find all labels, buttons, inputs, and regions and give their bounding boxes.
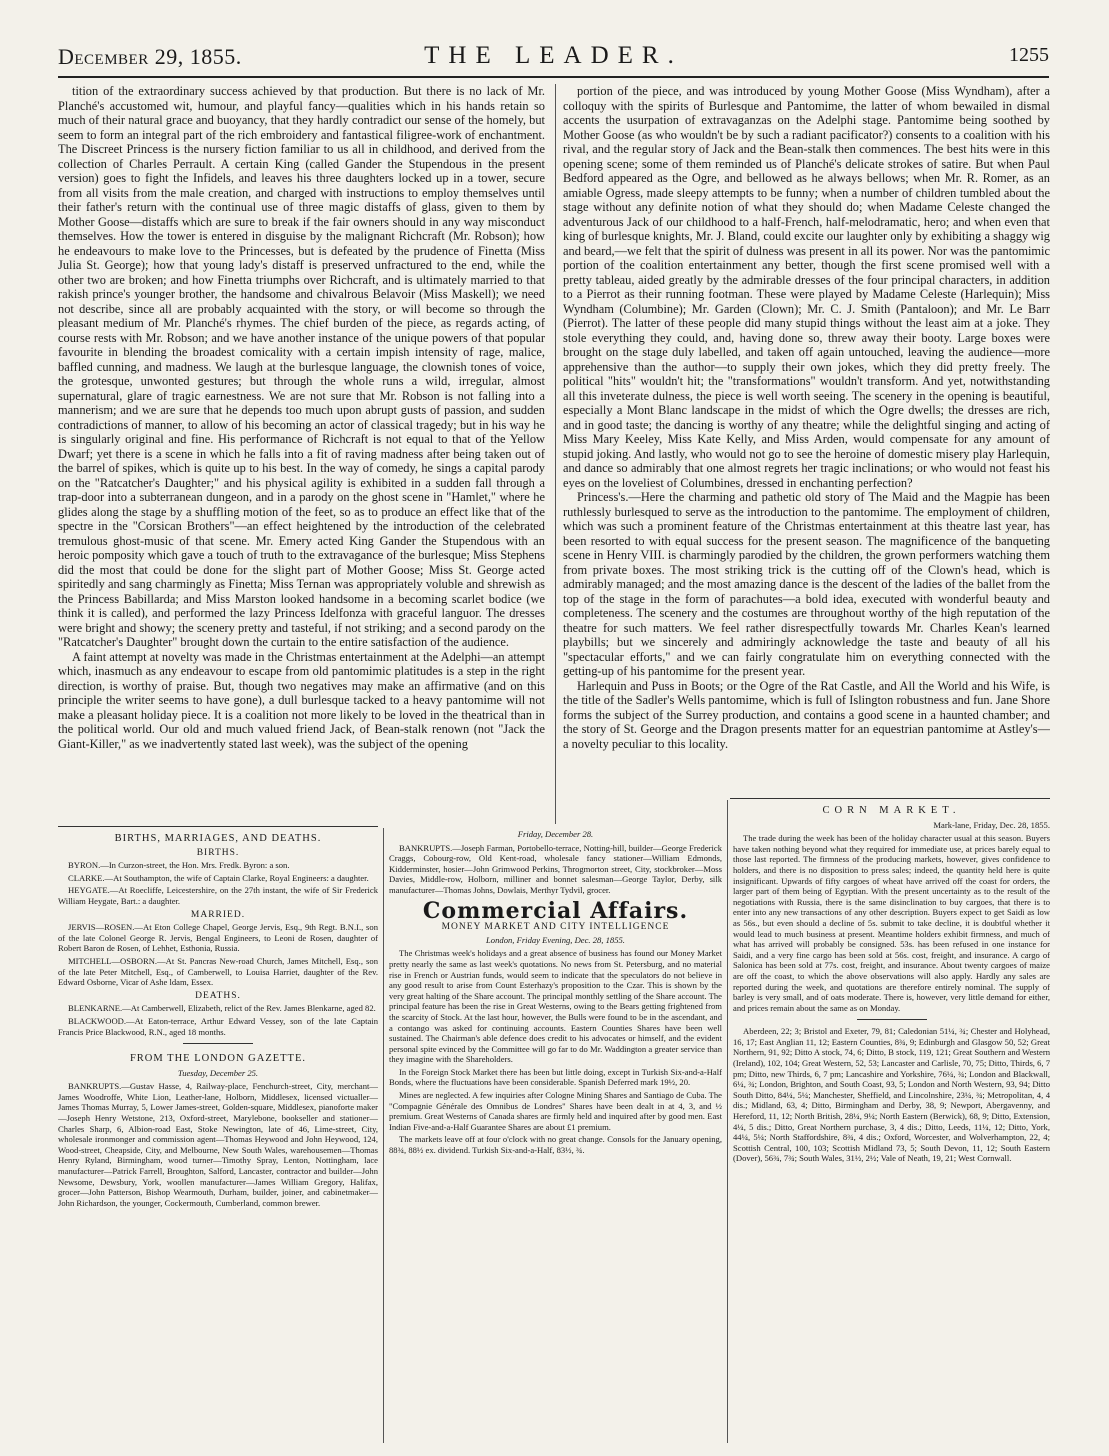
masthead: [58, 40, 1049, 70]
short-rule: [857, 1019, 927, 1020]
section-heading: CORN MARKET.: [822, 805, 961, 816]
section-rule: [730, 798, 1050, 799]
notice: BLACKWOOD.—At Eaton-terrace, Arthur Edward Vessey, son of the late Captain Francis Price Blackwood, R.N., aged 18 months.: [58, 1015, 378, 1037]
commercial-affairs-title: Commercial Affairs.: [422, 897, 689, 924]
review-paragraph: A faint attempt at novelty was made in the Christmas entertainment at the Adelphi—an attempt which, inasmuch as any endeavour to escape from old pantomimic platitudes is a step in the right direction, is worthy of praise. But, though two negatives may make an affirmative (and on this principle the writer seems to have gone), a dull burlesque tacked to a heavy pantomime will not make a pleasant holiday piece. It is a coalition not more likely to be loved in the theatrical than in the political world. Our old and much valued friend Jack, of Bean-stalk renown (not "Jack the Giant-Killer," as we inadvertently stated last week), was the subject of the opening: [58, 649, 545, 751]
commercial-paragraph: The markets leave off at four o'clock with no great change. Consols for the January opening, 88¾, 88½ ex. dividend. Turkish Six-and-a-Half, 83½, ¾.: [389, 1134, 722, 1156]
friday-bankrupts: BANKRUPTS.—Joseph Farman, Portobello-terrace, Notting-hill, builder—George Frederick Craggs, Cobourg-row, Old Kent-road, wholesale fancy stationer—William Edmonds, Kidderminster, hosier—John Grimwood Perkins, Throgmorton street, City, stockbroker—Moss Davies, Middle-row, Holborn, milliner and bonnet salesman—George Taylor, Derby, silk manufacturer—Thomas Johns, Dowlais, Merthyr Tydvil, grocer.: [389, 842, 722, 895]
section-rule: [58, 826, 378, 827]
column-divider: [555, 84, 556, 824]
commercial-paragraph: Mines are neglected. A few inquiries after Cologne Mining Shares and Santiago de Cuba. The "Compagnie Générale des Omnibus de Londres" Shares have been dealt in at 4, 3, and ½ premium. Great Westerns of Canada shares are firmly held and inquired after by good men. East Indian Five-and-a-Half Guarantee Shares are about £1 premium.: [389, 1090, 722, 1132]
notice: BYRON.—In Curzon-street, the Hon. Mrs. Fredk. Byron: a son.: [68, 860, 290, 871]
births-gazette-column: [58, 830, 378, 1442]
commercial-paragraph: In the Foreign Stock Market there has been but little doing, except in Turkish Six-and-a-Half Bonds, where the fluctuations have been considerable. Spanish Deferred mark 19½, 20.: [389, 1066, 722, 1088]
subheading: BIRTHS.: [196, 847, 240, 858]
newspaper-title: THE LEADER.: [424, 42, 683, 69]
subheading: MARRIED.: [190, 909, 246, 920]
gazette-bankrupts: BANKRUPTS.—Gustav Hasse, 4, Railway-place, Fenchurch-street, City, merchant—James Woodroffe, White Lion, Leather-lane, Holborn, Middlesex, licensed victualler—James Thomas Murray, 5, Lower James-street, Golden-square, Middlesex, pianoforte maker—Joseph Henry Wetstone, 213, Oxford-street, Marylebone, bookseller and stationer—Charles Sharp, 6, Albion-road East, Stoke Newington, late of 46, Lime-street, City, wholesale ironmonger and commission agent—Thomas Heywood and John Heywood, 124, Wood-street, Cheapside, City, and Melbourne, New South Wales, warehousemen—Thomas Henry Ryland, Birmingham, wood turner—Timothy Spray, Lenton, Nottingham, lace manufacturer—Patrick Farrell, Broughton, Salford, Lancaster, contractor and builder—John Newsome, Dewsbury, York, woollen manufacturer—James William Gregory, Halifax, grocer—John Patterson, Bishop Wearmouth, Durham, builder, joiner, and cabinetmaker—John Richardson, the younger, Cockermouth, Cumberland, common brewer.: [58, 1081, 378, 1208]
corn-report: The trade during the week has been of the holiday character usual at this season. Buyers have taken nothing beyond what they required for immediate use, at prices barely equal to those last reported. The firmness of the producing markets, however, gives confidence to holders, and there is no disposition to press sales; indeed, the quantity held here is quite insignificant. Upwards of fifty cargoes of wheat have arrived off the coast for orders, the larger part of them being of Egyptian. With the present uncertainty as to the result of the negotiations with Russia, there is the same disinclination to buy cargoes, that there is to enter into any new transactions of any other description. Buyers expect to get Saidi as low as 56s., but even should a decline of 5s. submit to take decline, it is doubtful whether it would lead to much business at present. Meantime holders exhibit firmness, and much of what has arrived will probably be consigned. 53s. has been refused in one instance for Saidi, and a very fine cargo has been sold at 56s. cost, freight, and insurance. A cargo of Salonica has been sold at 77s. cost, freight, and insurance. About twenty cargoes of maize are off the coast, to which the above observations will also apply. Hardly any sales are reported during the week, and quotations are therefore entirely nominal. The supply of barley is very small, and of oats moderate. There is, however, very little demand for either, and prices remain about the same as on Monday.: [733, 833, 1050, 1013]
short-rule: [183, 1043, 253, 1044]
column-divider: [383, 828, 384, 1443]
section-heading: BIRTHS, MARRIAGES, AND DEATHS.: [114, 833, 322, 844]
review-paragraph: Harlequin and Puss in Boots; or the Ogre of the Rat Castle, and All the World and his Wife, is the title of the Sadler's Wells pantomime, which is full of Islington robustness and fun. Jane Shore forms the subject of the Surrey production, and contains a good scene in a haunted chamber; and the story of St. George and the Dragon presents matter for an equestrian pantomime at Astley's—a novelty peculiar to this locality.: [563, 678, 1050, 751]
review-paragraph: Princess's.—Here the charming and pathetic old story of The Maid and the Magpie has been ruthlessly burlesqued to serve as the introduction to the pantomime. The employment of children, which was such a prominent feature of the Christmas entertainment at this theatre last year, has been resorted to with equal success for the present season. The magnificence of the banqueting scene in Henry VIII. is charmingly parodied by the children, the grown performers watching them from private boxes. The most striking trick is the cutting off of the Clown's head, which is admirably managed; and the most amazing dance is the descent of the ladies of the ballet from the top of the stage in the form of parachutes—a bold idea, executed with wonderful beauty and completeness. The scenery and the costumes are throughout worthy of the high reputation of the theatre for such matters. We feel rather disrespectfully towards Mr. Charles Kean's learned playbills; but we sincerely and admiringly acknowledge the taste and beauty of all his "spectacular efforts," and we can fairly congratulate him on everything connected with the getting-up of his pantomime for the present year.: [563, 490, 1050, 678]
share-prices: Aberdeen, 22; 3; Bristol and Exeter, 79, 81; Caledonian 51¼, ¾; Chester and Holyhead, 16, 17; East Anglian 11, 12; Eastern Counties, 8¾, 9; Edinburgh and Glasgow 50, 52; Great Northern, 91, 92; Ditto A stock, 74, 6; Ditto, B stock, 119, 121; Great Southern and Western (Ireland), 102, 104; Great Western, 52, 53; Lancaster and Carlisle, 70, 75; Ditto, Thirds, 6, 7 pm; Ditto, new Thirds, 6, 7 pm; Lancashire and Yorkshire, 76¼, ¾; London and Blackwall, 6¼, ¾; London, Brighton, and South Coast, 93, 5; London and North Western, 93, 94; Ditto South Ditto, 84¼, 5¼; Manchester, Sheffield, and Lincolnshire, 23¼, ¾; Metropolitan, 4, 4 dis.; Midland, 63, 4; Ditto, Birmingham and Derby, 38, 9; Newport, Abergavenny, and Hereford, 11, 12; North British, 28¼, 9¼; North Eastern (Berwick), 68, 9; Ditto, Extension, 4¼, 5 dis.; Ditto, Great Northern purchase, 3, 4 dis.; Ditto, Leeds, 11¼, 12; Ditto, York, 44¼, 5¼; North Staffordshire, 8¾, 4 dis.; Oxford, Worcester, and Wolverhampton, 22, 4; Scottish Central, 100, 103; Scottish Midland 73, 5; South Devon, 11, 12; South Eastern (Dover), 56¾, 7¾; South Wales, 31½, 2½; Vale of Neath, 19, 21; West Cornwall.: [733, 1026, 1050, 1164]
issue-date: December 29, 1855.: [58, 44, 242, 69]
section-heading: FROM THE LONDON GAZETTE.: [129, 1053, 307, 1065]
review-paragraph: tition of the extraordinary success achieved by that production. But there is no lack of Mr. Planché's accustomed wit, humour, and playful fancy—qualities which in his hands retain so much of their natural grace and buoyancy, that they hardly contradict our sense of the homely, but seem to form an integral part of the rich embroidery and fantastical filigree-work of enchantment. The Discreet Princess is the nursery fiction familiar to us all in childhood, and derived from the collection of Charles Perrault. A certain King (called Gander the Stupendous in the present version) goes to fight the Infidels, and leaves his three daughters locked up in a tower, secure from all visits from the male creation, and charged with instructions to employ themselves until their father's return with the continual use of three magic distaffs of glass, given to them by Mother Goose—distaffs which are sure to break if the fair owners should in any way misconduct themselves. How the tower is entered in disguise by the malignant Richcraft (Mr. Robson); how he endeavours to make love to the Princesses, but is defeated by the prudence of Finetta (Miss Julia St. George); how that young lady's distaff is preserved unfractured to the end, while the other two are broken; and how Finetta triumphs over Richcraft, and is ultimately married to that rakish prince's younger brother, the handsome and chivalrous Belavoir (Miss Maskell); we need not describe, since all are probably acquainted with the story, or will become so through the pleasant medium of Mr. Planché's rhymes. The chief burden of the piece, as regards acting, of course rests with Mr. Robson; and we have another instance of the unique powers of that popular favourite in blending the broadest comicality with a certain impish intensity of rage, malice, baffled cunning, and madness. We laugh at the burlesque language, the clownish tones of voice, the grotesque, unwonted gestures; but through the whole runs a wild, irregular, almost supernatural, glare of tragic earnestness. We are not sure that Mr. Robson is not falling into a mannerism; and we are sure that he depends too much upon abrupt gusts of passion, and sudden contradictions of manner, to allow of his becoming an actor of classical tragedy; but in his way he is singularly original and fine. His performance of Richcraft is not equal to that of the Yellow Dwarf; yet there is a scene in which he falls into a fit of raving madness after being taken out of the barrel of spikes, which is quite up to his best. In the way of comedy, he sings a capital parody on the "Ratcatcher's Daughter;" and his physical agility is exhibited in a sudden fall through a trap-door into a subterranean dungeon, and in a parody on the ghost scene in "Hamlet," where he glides along the stage by a shuffling motion of the feet, so as to produce an effect like that of the spectre in the "Corsican Brothers"—an effect heightened by the introduction of the celebrated tremulous ghost-music of that scene. Mr. Emery acted King Gander the Stupendous with an heroic pomposity which gave a touch of truth to the extravagance of the burlesque; Miss Stephens did the most that could be done for the slight part of Mother Goose; Miss St. George acted spiritedly and sang charmingly as Finetta; Miss Ternan was appropriately voluble and shrewish as the Princess Babillarda; and Miss Marston looked handsome in a becoming scarlet bodice (we think it is called), and performed the lazy Princess Idelfonza with graceful languor. The dresses were bright and showy; the scenery pretty and tasteful, if not striking; and a second parody on the "Ratcatcher's Daughter" brought down the curtain to the entire satisfaction of the audience.: [58, 84, 545, 649]
dateline: Mark-lane, Friday, Dec. 28, 1855.: [933, 819, 1050, 830]
notice: BLENKARNE.—At Camberwell, Elizabeth, relict of the Rev. James Blenkarne, aged 82.: [68, 1003, 376, 1014]
subheading: DEATHS.: [195, 990, 241, 1001]
review-paragraph: portion of the piece, and was introduced by young Mother Goose (Miss Wyndham), after a colloquy with the spirits of Burlesque and Pantomime, the latter of whom bewailed in dismal accents the usurpation of extravaganzas on the Adelphi stage. Pantomime being soothed by Mother Goose (as who wouldn't be by such a radiant pacificator?) consents to a coalition with his rival, and the regular story of Jack and the Bean-stalk then commences. The best hits were in this opening scene; some of them reminded us of Planché's delicate strokes of satire. But when Paul Bedford appeared as the Ogre, and bellowed as he always bellows; when Mr. R. Romer, as an amiable Ogress, made sleepy attempts to be funny; when a number of children tumbled about the stage without any definite notion of what they should do; when Madame Celeste changed the adventurous Jack of our childhood to a half-French, half-melodramatic, hero; and when even that king of burlesque knights, Mr. J. Bland, could excite our laughter only by exhibiting a shaggy wig and beard,—we felt that the spirit of dulness was present in all its power. Nor was the pantomimic portion of the coalition entertainment any better, though the first scene promised well with a pretty tableau, aided greatly by the admirable dresses of the four principal characters, in addition to a Pierrot as their running footman. These were played by Madame Celeste (Harlequin); Miss Wyndham (Columbine); Mr. Garden (Clown); Mr. C. J. Smith (Pantaloon); and Mr. Le Barr (Pierrot). The latter of these people did many stupid things without the least aim at a joke. They stole everything they could, and, having done so, threw away their booty. Large boxes were brought on the stage duly labelled, and taken off again untouched, leaving the audience—more apprehensive than the author—to supply their own jokes, which they did pretty freely. The political "hits" wouldn't hit; the "transformations" wouldn't transform. And yet, notwithstanding all this inveterate dulness, the piece is well worth seeing. The scenery in the opening is beautiful, especially a Mont Blanc landscape in the midst of which the Ogre dwells; the dresses are rich, and in good taste; the dancing is worthy of any theatre; while the delightful singing and acting of Miss Mary Keeley, Miss Kate Kelly, and Miss Arden, would compensate for any amount of stupid joking. And lastly, who would not go to see the heroine of domestic misery play Harlequin, and dance so admirably that one almost regrets her tragic inclinations; or who would not feast his eyes on the loveliest of Columbines, dressed in enchanting perfection?: [563, 84, 1050, 490]
review-left-column: [58, 84, 545, 822]
commercial-paragraph: The Christmas week's holidays and a great absence of business has found our Money Market pretty nearly the same as last week's quotations. No news from St. Petersburg, and no material rise in French or Austrian funds, would seem to indicate that the speculators do not believe in any good result to arise from Count Esterhazy's proposition to the Czar. This is shown by the very great halting of the Share account. The principal monthly settling of the Share account. The principal feature has been the rise in Great Westerns, owing to the Bears getting frightened from the scarcity of Stock. At the last hour, however, the Bulls were found to be in the ascendant, and a contango was asked for continuing accounts. Eastern Counties Shares have been well sustained. The Chairman's able defence does credit to his advocates or himself, and the evident personal spite evinced by the Committee will go far to do Mr. Waddington a greater service than they imagine with the Shareholders.: [389, 948, 722, 1065]
column-divider: [727, 800, 728, 1443]
notice: HEYGATE.—At Roecliffe, Leicestershire, on the 27th instant, the wife of Sir Frederick William Heygate, Bart.: a daughter.: [58, 885, 378, 906]
corn-market-column: [733, 802, 1050, 1442]
notice: MITCHELL—OSBORN.—At St. Pancras New-road Church, James Mitchell, Esq., son of the late Peter Mitchell, Esq., of Camberwell, to Louisa Harriet, daughter of the Rev. Edward Osborne, Vicar of Ashe ldam, Essex.: [58, 955, 378, 988]
page-number: 1255: [1009, 44, 1049, 66]
review-right-column: [563, 84, 1050, 794]
masthead-rule: [58, 76, 1049, 78]
dateline: Tuesday, December 25.: [177, 1067, 259, 1078]
dateline: Friday, December 28.: [517, 829, 594, 839]
dateline: London, Friday Evening, Dec. 28, 1855.: [486, 934, 625, 945]
commercial-column: [389, 828, 722, 1442]
notice: CLARKE.—At Southampton, the wife of Captain Clarke, Royal Engineers: a daughter.: [68, 872, 369, 883]
subheading: MONEY MARKET AND CITY INTELLIGENCE: [441, 922, 670, 933]
notice: JERVIS—ROSEN.—At Eton College Chapel, George Jervis, Esq., 9th Regt. B.N.I., son of the late Colonel George R. Jervis, Bengal Engineers, to Leoni de Rosen, daughter of Robert Baron de Rosen, of Lehhet, Esthonia, Russia.: [58, 922, 378, 954]
